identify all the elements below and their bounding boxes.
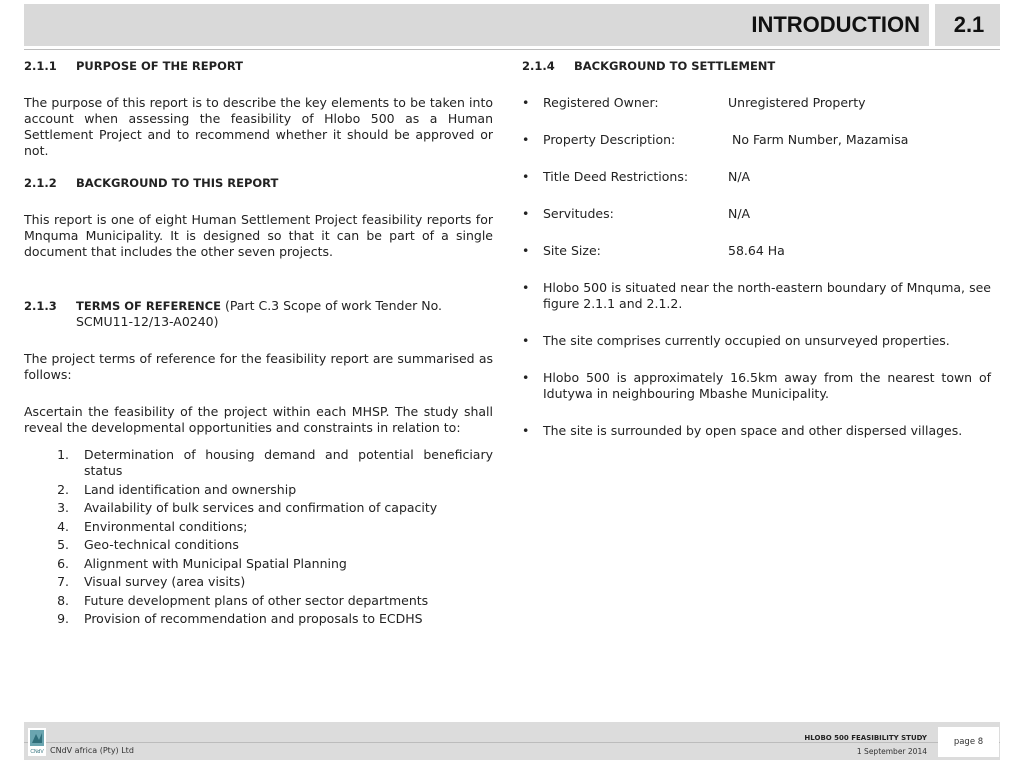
right-column xyxy=(522,58,991,460)
header-separator xyxy=(929,4,935,46)
list-item-text: Visual survey (area visits) xyxy=(84,574,246,589)
bullet-item xyxy=(522,280,991,312)
bullet-item xyxy=(522,333,991,349)
bullet-text: The site comprises currently occupied on unsurveyed properties. xyxy=(543,333,950,348)
list-item xyxy=(24,482,493,498)
section-heading-title: PURPOSE OF THE REPORT xyxy=(76,59,244,73)
list-item xyxy=(24,611,493,627)
study-title: HLOBO 500 FEASIBILITY STUDY xyxy=(804,734,927,742)
bullet-item xyxy=(522,370,991,402)
section-heading-suffix: (Part C.3 Scope of work Tender No. SCMU11-12/13-A0240) xyxy=(76,298,443,329)
section-heading-body xyxy=(76,298,493,330)
section-heading-2-1-4 xyxy=(522,58,991,74)
property-row-title-deed xyxy=(522,169,991,185)
bullet-icon: • xyxy=(522,243,530,258)
property-value: Unregistered Property xyxy=(728,95,866,110)
section-number: 2.1 xyxy=(953,12,985,37)
list-item xyxy=(24,519,493,535)
property-label: Property Description: xyxy=(543,132,676,147)
bullet-icon: • xyxy=(522,370,530,385)
bullet-text: Hlobo 500 is situated near the north-eastern boundary of Mnquma, see figure 2.1.1 and 2.1.2. xyxy=(543,280,991,311)
section-heading-2-1-3 xyxy=(24,298,493,330)
list-item xyxy=(24,447,493,479)
property-value: No Farm Number, Mazamisa xyxy=(728,132,909,147)
section-heading-2-1-2 xyxy=(24,175,493,191)
list-item xyxy=(24,574,493,590)
list-item-text: Environmental conditions; xyxy=(84,518,248,534)
section-heading-title: TERMS OF REFERENCE xyxy=(76,299,221,313)
list-item xyxy=(24,500,493,516)
bullet-icon: • xyxy=(522,333,530,348)
terms-list xyxy=(24,447,493,627)
terms-intro-paragraph: The project terms of reference for the feasibility report are summarised as follows: xyxy=(24,351,493,382)
section-heading-title: BACKGROUND TO THIS REPORT xyxy=(76,176,279,190)
list-item-number: 1. xyxy=(57,447,69,462)
list-item-number: 6. xyxy=(57,555,69,571)
property-row-description xyxy=(522,132,991,148)
property-value: 58.64 Ha xyxy=(728,243,785,258)
section-heading-title: BACKGROUND TO SETTLEMENT xyxy=(574,59,776,73)
terms-scope-paragraph: Ascertain the feasibility of the project within each MHSP. The study shall reveal the developmental opportunities and constraints in relation to: xyxy=(24,404,493,435)
property-label: Title Deed Restrictions: xyxy=(543,169,689,184)
property-row-registered-owner xyxy=(522,95,991,111)
section-heading-number: 2.1.4 xyxy=(522,59,555,73)
list-item-text: Availability of bulk services and confirmation of capacity xyxy=(84,500,438,515)
property-row-site-size xyxy=(522,243,991,259)
settlement-list xyxy=(522,95,991,439)
property-label: Registered Owner: xyxy=(543,95,659,110)
list-item-text: Determination of housing demand and potential beneficiary status xyxy=(84,447,493,478)
bullet-icon: • xyxy=(522,132,530,147)
property-label: Site Size: xyxy=(543,243,601,258)
purpose-paragraph: The purpose of this report is to describe the key elements to be taken into account when assessing the feasibility of Hlobo 500 as a Human Settlement Project and to recommend whether it should be approved or not. xyxy=(24,95,493,158)
company-name: CNdV africa (Pty) Ltd xyxy=(50,746,134,755)
left-column xyxy=(24,58,493,630)
bullet-icon: • xyxy=(522,169,530,184)
company-logo xyxy=(28,728,46,756)
list-item-text: Geo-technical conditions xyxy=(84,537,239,552)
list-item xyxy=(24,556,493,572)
property-value: N/A xyxy=(728,206,751,221)
bullet-text: Hlobo 500 is approximately 16.5km away from the nearest town of Idutywa in neighbouring Mbashe Municipality. xyxy=(543,370,991,401)
section-heading-number: 2.1.3 xyxy=(24,299,57,313)
list-item-number: 8. xyxy=(57,592,69,608)
page-number: page 8 xyxy=(938,727,999,757)
list-item-number: 2. xyxy=(57,481,69,497)
property-value: N/A xyxy=(728,169,751,184)
section-heading-2-1-1 xyxy=(24,58,493,74)
bullet-icon: • xyxy=(522,95,530,110)
section-heading-number: 2.1.2 xyxy=(24,176,57,190)
property-label: Servitudes: xyxy=(543,206,614,221)
background-paragraph: This report is one of eight Human Settlement Project feasibility reports for Mnquma Municipality. It is designed so that it can be part of a single document that includes the other seven projects. xyxy=(24,212,493,259)
list-item-number: 7. xyxy=(57,574,69,589)
list-item-text: Alignment with Municipal Spatial Planning xyxy=(84,555,347,571)
bullet-icon: • xyxy=(522,423,530,438)
property-row-servitudes xyxy=(522,206,991,222)
list-item-text: Provision of recommendation and proposals to ECDHS xyxy=(84,611,423,626)
list-item xyxy=(24,593,493,609)
bullet-icon: • xyxy=(522,280,530,295)
bullet-text: The site is surrounded by open space and other dispersed villages. xyxy=(543,423,963,438)
list-item-number: 4. xyxy=(57,518,69,534)
page-title: INTRODUCTION xyxy=(751,12,920,37)
bullet-item xyxy=(522,423,991,439)
list-item-number: 3. xyxy=(57,500,69,515)
section-heading-number: 2.1.1 xyxy=(24,59,57,73)
list-item-number: 5. xyxy=(57,537,69,552)
list-item xyxy=(24,537,493,553)
list-item-text: Future development plans of other sector departments xyxy=(84,592,429,608)
list-item-number: 9. xyxy=(57,611,69,626)
list-item-text: Land identification and ownership xyxy=(84,481,297,497)
footer-divider xyxy=(24,742,1000,743)
header-divider xyxy=(24,49,1000,50)
report-date: 1 September 2014 xyxy=(856,747,927,756)
logo-text: CNdV xyxy=(30,749,44,755)
bullet-icon: • xyxy=(522,206,530,221)
